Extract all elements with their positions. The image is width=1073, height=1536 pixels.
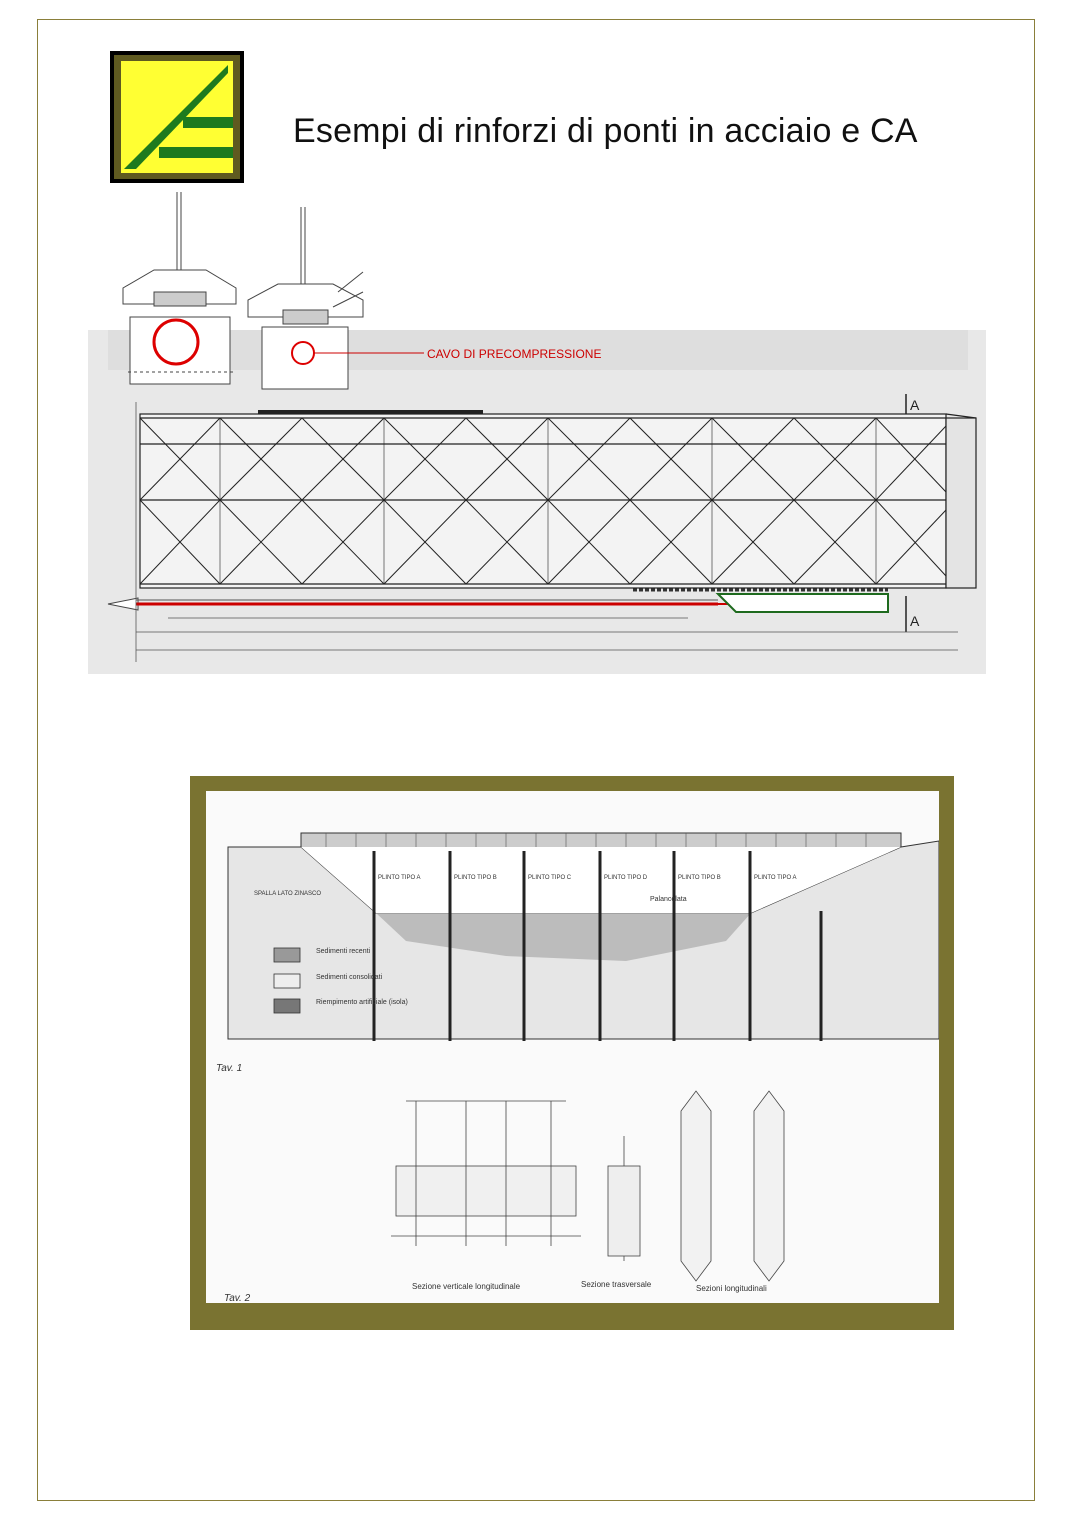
caption-vertical-section: Sezione verticale longitudinale (412, 1282, 521, 1291)
abutment-label: SPALLA LATO ZINASCO (254, 891, 322, 897)
cross-section-2 (248, 207, 363, 389)
page-title: Esempi di rinforzi di ponti in acciaio e CA (293, 112, 918, 150)
truss-girder (140, 414, 976, 588)
plinth-label-5: PLINTO TIPO B (678, 875, 721, 881)
legend-label-1: Sedimenti recenti (316, 948, 371, 955)
plinth-label-4: PLINTO TIPO D (604, 875, 648, 881)
legend-label-3: Riempimento artificiale (isola) (316, 999, 408, 1006)
plinth-label-1: PLINTO TIPO A (378, 875, 421, 881)
section-mark-bottom: A (910, 613, 920, 629)
legend-swatch-2 (274, 974, 300, 988)
cross-section-1 (123, 192, 236, 384)
section-mark-top: A (910, 397, 920, 413)
legend-swatch-3 (274, 999, 300, 1013)
legend-label-2: Sedimenti consolidati (316, 974, 383, 981)
caption-longitudinal-sections: Sezioni longitudinali (696, 1284, 767, 1293)
plinth-label-6: PLINTO TIPO A (754, 875, 797, 881)
tav1-label: Tav. 1 (216, 1063, 243, 1074)
truss-girder-drawing (88, 192, 986, 674)
tav2-label: Tav. 2 (224, 1293, 251, 1303)
company-logo (110, 51, 244, 183)
plinth-label-3: PLINTO TIPO C (528, 875, 572, 881)
plinth-label-2: PLINTO TIPO B (454, 875, 497, 881)
prestressing-cable-label: CAVO DI PRECOMPRESSIONE (427, 347, 602, 361)
sheet-pile-label: Palancolata (650, 896, 687, 903)
legend-swatch-1 (274, 948, 300, 962)
caption-transverse-section: Sezione trasversale (581, 1280, 652, 1289)
bridge-foundation-drawing (206, 791, 939, 1303)
